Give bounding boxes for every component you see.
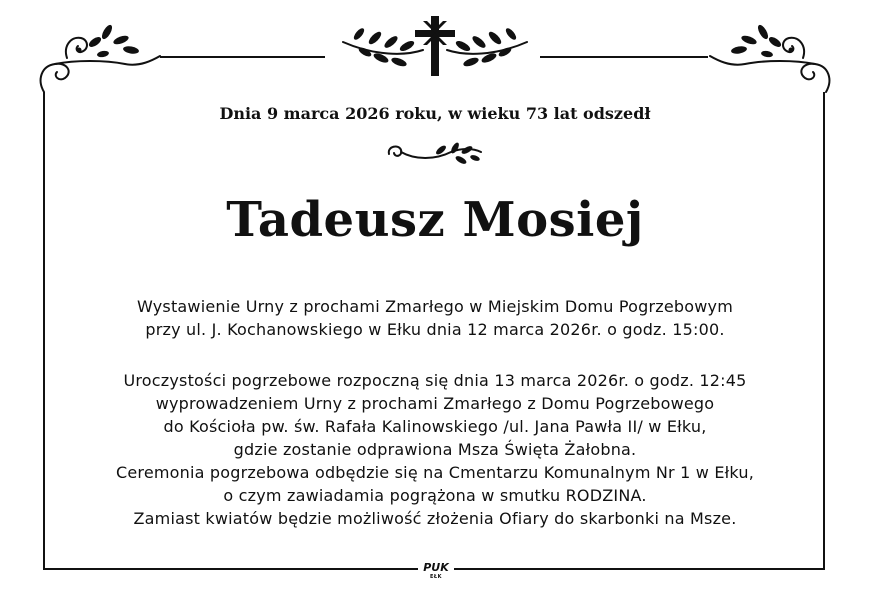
paragraph-line: o czym zawiadamia pogrążona w smutku RODZINA.: [223, 486, 647, 505]
logo-subtext: EŁK: [429, 574, 442, 580]
cross-with-laurel-icon: [335, 12, 535, 82]
paragraph-line: wyprowadzeniem Urny z prochami Zmarłego z Domu Pogrzebowego: [155, 394, 715, 413]
paragraph-line: Uroczystości pogrzebowe rozpoczną się dnia 13 marca 2026r. o godz. 12:45: [123, 371, 747, 390]
paragraph-line: Zamiast kwiatów będzie możliwość złożenia Ofiary do skarbonki na Msze.: [133, 509, 737, 528]
paragraph-line: Wystawienie Urny z prochami Zmarłego w Miejskim Domu Pogrzebowym: [137, 297, 733, 316]
top-rule-right: [540, 56, 708, 58]
viewing-paragraph: [80, 295, 790, 341]
paragraph-line: do Kościoła pw. św. Rafała Kalinowskiego /ul. Jana Pawła II/ w Ełku,: [163, 417, 707, 436]
intro-text: Dnia 9 marca 2026 roku, w wieku 73 lat odszedł: [219, 104, 651, 123]
paragraph-line: przy ul. J. Kochanowskiego w Ełku dnia 12 marca 2026r. o godz. 15:00.: [145, 320, 725, 339]
puk-logo: [418, 562, 454, 582]
top-rule-left: [160, 56, 325, 58]
funeral-paragraph: [80, 369, 790, 530]
logo-text: PUK: [423, 561, 449, 574]
paragraph-line: gdzie zostanie odprawiona Msza Święta Żałobna.: [233, 440, 637, 459]
vine-divider-icon: [385, 140, 485, 170]
scroll-flourish-icon: [705, 10, 835, 110]
scroll-flourish-icon: [35, 10, 165, 110]
paragraph-line: Ceremonia pogrzebowa odbędzie się na Cmentarzu Komunalnym Nr 1 w Ełku,: [115, 463, 755, 482]
deceased-name: Tadeusz Mosiej: [226, 192, 644, 248]
